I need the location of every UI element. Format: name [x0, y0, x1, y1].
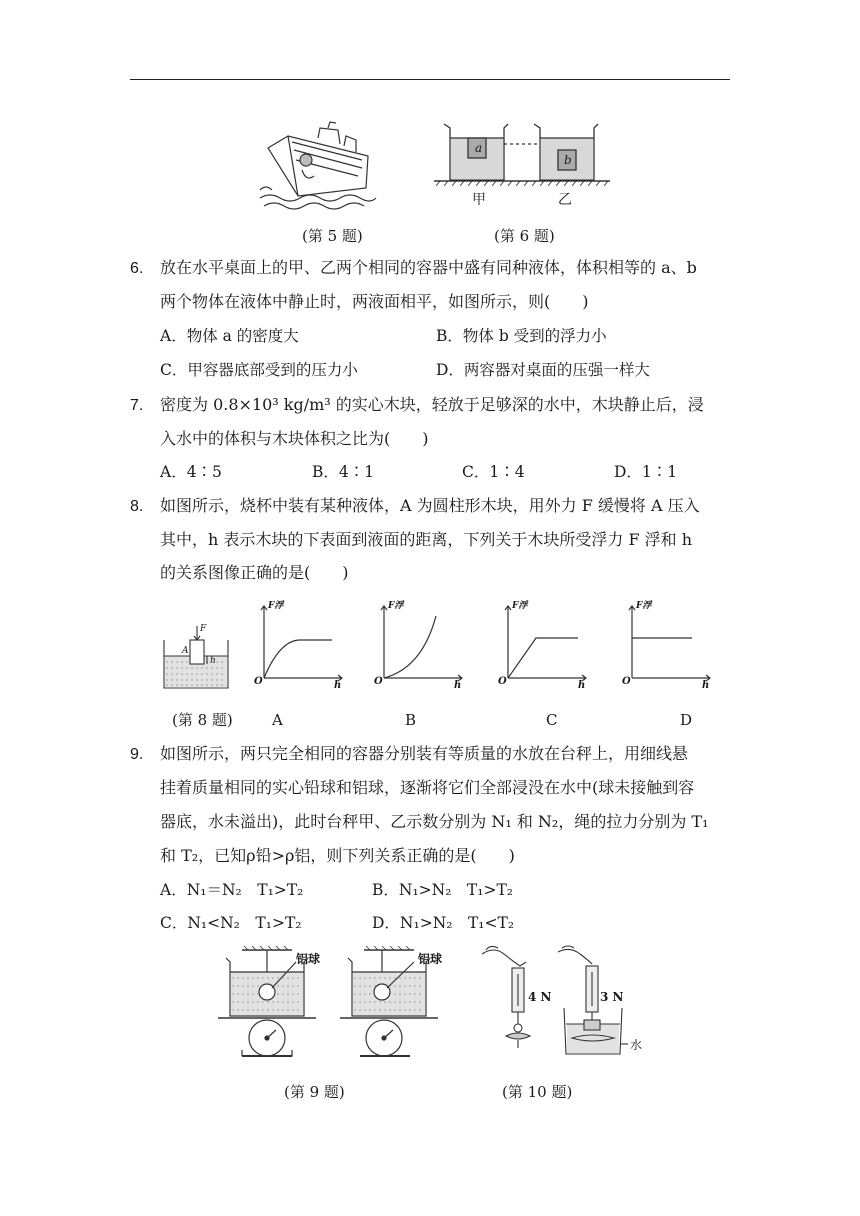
option-b[interactable]: B．物体 b 受到的浮力小 [436, 327, 607, 345]
question-number: 8. [130, 498, 144, 515]
question-number: 9. [130, 746, 144, 763]
axis-h-c: h [578, 680, 586, 691]
question-text: 挂着质量相同的实心铅球和铝球，逐渐将它们全部浸没在水中(球未接触到容 [160, 778, 695, 797]
option-d[interactable]: D．两容器对桌面的压强一样大 [436, 361, 650, 379]
question-text: 器底，水未溢出)，此时台秤甲、乙示数分别为 N₁ 和 N₂，绳的拉力分别为 T₁ [160, 812, 709, 831]
question-number: 6. [130, 260, 144, 277]
graph-label-c: C [546, 711, 558, 729]
question-6 [130, 258, 697, 279]
question-text: 放在水平桌面上的甲、乙两个相同的容器中盛有同种液体，体积相等的 a、b [160, 258, 697, 277]
axis-f-b: F浮 [388, 601, 404, 611]
axis-o-d: O [622, 676, 631, 687]
question-text: 入水中的体积与木块体积之比为( ) [160, 429, 429, 448]
label-3n: 3 N [600, 990, 624, 1004]
label-yi: 乙 [558, 192, 572, 208]
axis-f-d: F浮 [636, 601, 652, 611]
axis-o-b: O [374, 676, 383, 687]
caption-fig8: (第 8 题) [172, 711, 233, 729]
option-a[interactable]: A．N₁＝N₂ T₁>T₂ [160, 881, 304, 899]
question-9 [130, 744, 688, 765]
header-rule [130, 79, 730, 80]
axis-o-c: O [498, 676, 507, 687]
question-text: 其中，h 表示木块的下表面到液面的距离，下列关于木块所受浮力 F 浮和 h [160, 530, 693, 549]
question-text: 和 T₂，已知ρ铅>ρ铝，则下列关系正确的是( ) [160, 846, 515, 865]
option-d[interactable]: D．N₁>N₂ T₁<T₂ [372, 914, 515, 932]
question-text: 的关系图像正确的是( ) [160, 563, 349, 582]
question-text: 如图所示，两只完全相同的容器分别装有等质量的水放在台秤上，用细线悬 [160, 744, 689, 763]
caption-fig5: (第 5 题) [302, 227, 363, 245]
axis-f-c: F浮 [512, 601, 528, 611]
option-c[interactable]: C．1∶4 [462, 463, 525, 481]
question-text: 如图所示，烧杯中装有某种液体，A 为圆柱形木块，用外力 F 缓慢将 A 压入 [160, 496, 700, 515]
graph-label-b: B [405, 711, 417, 729]
label-jia: 甲 [472, 192, 486, 208]
label-lvqiu-right: 铝球 [418, 952, 443, 966]
option-c[interactable]: C．甲容器底部受到的压力小 [160, 361, 358, 379]
axis-h-a: h [334, 680, 342, 691]
label-lvqiu-left: 铝球 [296, 952, 321, 966]
fig8-label-h: h [210, 656, 216, 666]
ship-figure [258, 118, 378, 214]
caption-fig6: (第 6 题) [494, 227, 555, 245]
label-a: a [475, 141, 483, 155]
graph-label-a: A [272, 711, 283, 729]
graph-c [496, 598, 592, 690]
axis-h-d: h [702, 680, 710, 691]
axis-f-a: F浮 [268, 601, 284, 611]
question-text: 两个物体在液体中静止时，两液面相平，如图所示，则( ) [160, 292, 589, 311]
option-b[interactable]: B．N₁>N₂ T₁>T₂ [372, 881, 514, 899]
caption-fig9: (第 9 题) [284, 1083, 345, 1101]
axis-o-a: O [254, 676, 263, 687]
fig8-label-f: F [200, 624, 207, 634]
question-8 [130, 496, 700, 517]
option-a[interactable]: A．4∶5 [160, 463, 222, 481]
option-b[interactable]: B．4∶1 [312, 463, 375, 481]
beaker-figure [160, 622, 232, 692]
question-text: 密度为 0.8×10³ kg/m³ 的实心木块，轻放于足够深的水中，木块静止后，浸 [160, 395, 704, 414]
question-number: 7. [130, 397, 144, 414]
label-4n: 4 N [528, 990, 552, 1004]
graph-d [620, 598, 716, 690]
option-d[interactable]: D．1∶1 [614, 463, 678, 481]
option-a[interactable]: A．物体 a 的密度大 [160, 327, 299, 345]
label-b: b [564, 153, 572, 167]
graph-a [252, 598, 348, 690]
axis-h-b: h [454, 680, 462, 691]
label-water: 水 [630, 1038, 643, 1052]
caption-fig10: (第 10 题) [502, 1083, 573, 1101]
question-7 [130, 395, 704, 416]
containers-figure [432, 116, 612, 196]
graph-b [372, 598, 468, 690]
fig8-label-a: A [182, 646, 189, 656]
graph-label-d: D [680, 711, 693, 729]
option-c[interactable]: C．N₁<N₂ T₁>T₂ [160, 914, 302, 932]
